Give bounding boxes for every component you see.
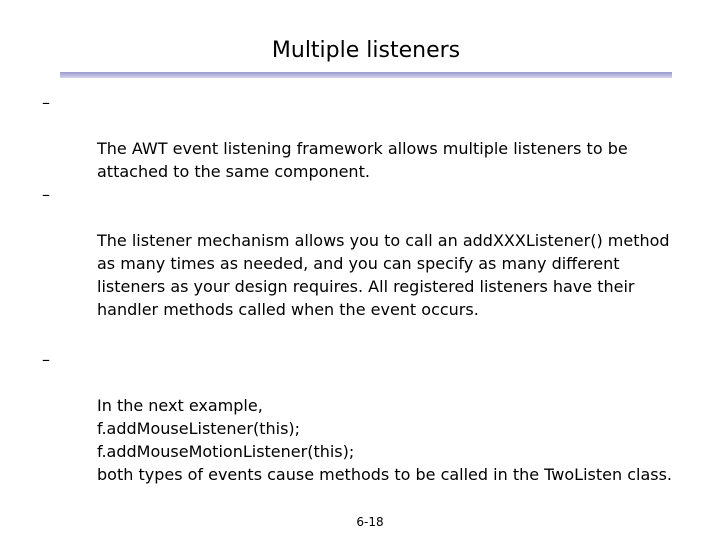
- slide-title: Multiple listeners: [271, 38, 461, 63]
- bullet-dash: –: [42, 185, 50, 204]
- bullet-multiple-listeners: [42, 91, 682, 183]
- bullet-dash: –: [42, 350, 50, 369]
- slide-content: [42, 91, 682, 486]
- title-divider: [60, 72, 672, 78]
- paragraph-gap: [42, 321, 682, 348]
- bullet-example: [42, 348, 682, 486]
- bullet-text: The AWT event listening framework allows multiple listeners to be attached to the same component.: [97, 139, 628, 181]
- bullet-listener-mechanism: [42, 183, 682, 321]
- page-number: 6-18: [356, 515, 384, 529]
- bullet-text: The listener mechanism allows you to call an addXXXListener() method as many times as needed, and you can specify as many different listeners as your design requires. All registered listeners have their handler methods called when the event occurs.: [97, 231, 670, 319]
- bullet-text: In the next example, f.addMouseListener(this); f.addMouseMotionListener(this); both types of events cause methods to be called in the TwoListen class.: [97, 396, 672, 484]
- bullet-dash: –: [42, 93, 50, 112]
